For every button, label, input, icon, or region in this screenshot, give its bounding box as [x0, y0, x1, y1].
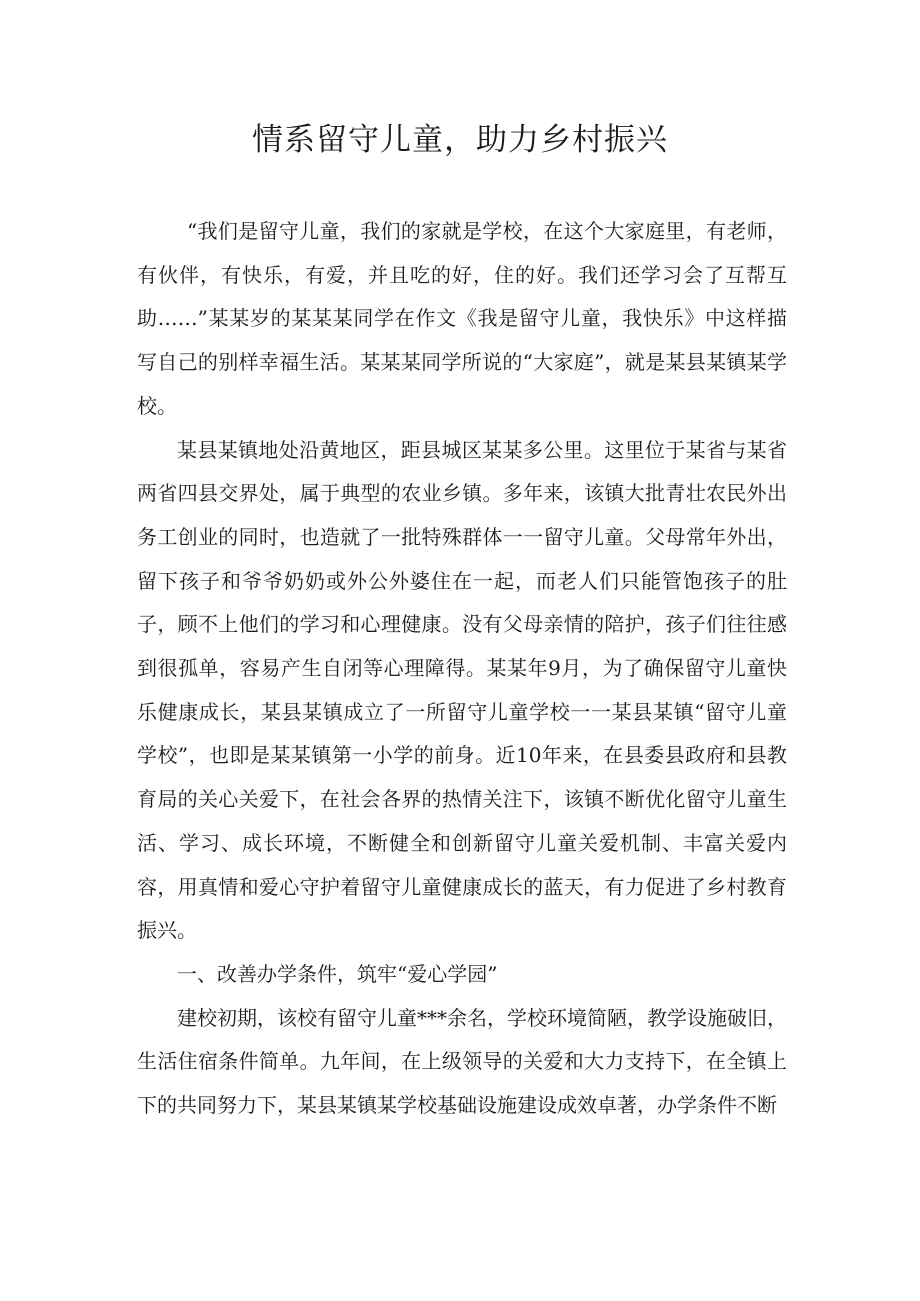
- paragraph-intro: “我们是留守儿童，我们的家就是学校，在这个大家庭里，有老师，有伙伴，有快乐，有爱，并且吃的好，住的好。我们还学习会了互帮互助……”某某岁的某某某同学在作文《我是留守儿童，我快乐》中这样描写自己的别样幸福生活。某某某同学所说的“大家庭”，就是某县某镇某学校。: [137, 219, 787, 418]
- paragraph-section-1: 建校初期，该校有留守儿童***余名，学校环境简陋，教学设施破旧，生活住宿条件简单。九年间，在上级领导的关爱和大力支持下，在全镇上下的共同努力下，某县某镇某学校基础设施建设成效卓著，办学条件不断: [137, 1005, 787, 1118]
- document-title: 情系留守儿童，助力乡村振兴: [252, 122, 668, 158]
- document-body: [137, 210, 787, 1128]
- paragraph-background: 某县某镇地处沿黄地区，距县城区某某多公里。这里位于某省与某省两省四县交界处，属于典型的农业乡镇。多年来，该镇大批青壮农民外出务工创业的同时，也造就了一批特殊群体一一留守儿童。父母常年外出，留下孩子和爷爷奶奶或外公外婆住在一起，而老人们只能管饱孩子的肚子，顾不上他们的学习和心理健康。没有父母亲情的陪护，孩子们往往感到很孤单，容易产生自闭等心理障得。某某年9月，为了确保留守儿童快乐健康成长，某县某镇成立了一所留守儿童学校一一某县某镇“留守儿童学校”，也即是某某镇第一小学的前身。近10年来，在县委县政府和县教育局的关心关爱下，在社会各界的热情关注下，该镇不断优化留守儿童生活、学习、成长环境，不断健全和创新留守儿童关爱机制、丰富关爱内容，用真情和爱心守护着留守儿童健康成长的蓝天，有力促进了乡村教育振兴。: [137, 437, 787, 943]
- section-heading: 一、改善办学条件，筑牢“爱心学园”: [177, 961, 498, 986]
